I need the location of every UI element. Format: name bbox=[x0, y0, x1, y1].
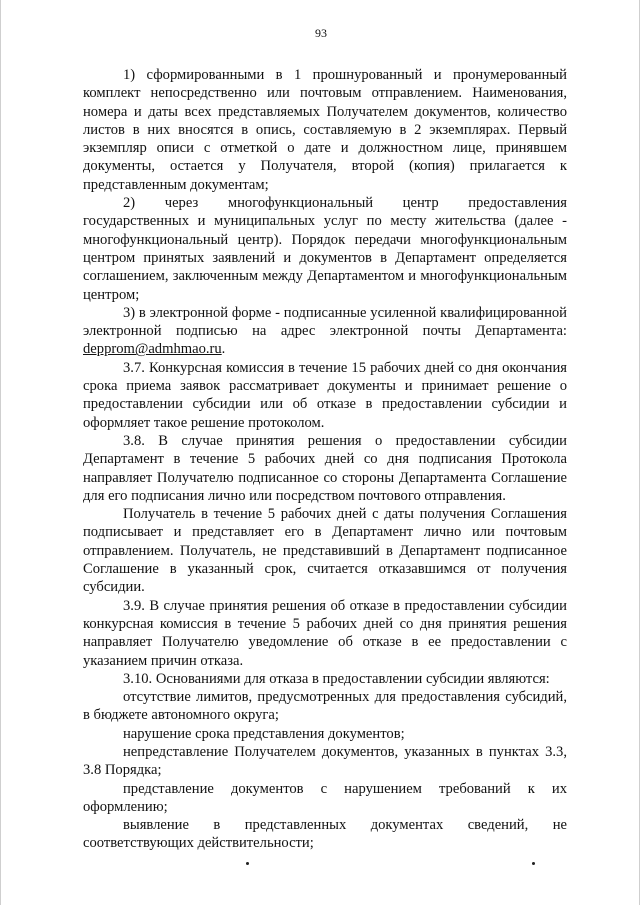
page-number: 93 bbox=[315, 26, 327, 40]
paragraph-recipient-signing: Получатель в течение 5 рабочих дней с даты получения Соглашения подписывает и представляет его в Департамент лично или почтовым отправлением. Получатель, не представивший в Департамент подписанное Соглашение в указанный срок, считается отказавшимся от получения субсидии. bbox=[83, 506, 567, 596]
refusal-reason-false-information: выявление в представленных документах сведений, не соответствующих действительности; bbox=[83, 817, 567, 852]
paragraph-item-2: 2) через многофункциональный центр предоставления государственных и муниципальных услуг по месту жительства (далее - многофункциональный центр). Порядок передачи многофункциональным центром принятых заявлений и документов в Департамент определяется соглашением, заключенным между Департаментом и многофункциональным центром; bbox=[83, 195, 567, 303]
paragraph-3-7: 3.7. Конкурсная комиссия в течение 15 рабочих дней со дня окончания срока приема заявок рассматривает документы и принимает решение о предоставлении субсидии или об отказе в предоставлении субсидии и оформляет такое решение протоколом. bbox=[83, 359, 567, 431]
refusal-reason-deadline: нарушение срока представления документов; bbox=[123, 725, 405, 742]
paragraph-item-3-text: 3) в электронной форме - подписанные усиленной квалифицированной электронной подписью на адрес электронной почты Департамента: bbox=[83, 304, 567, 340]
refusal-reason-limits: отсутствие лимитов, предусмотренных для предоставления субсидий, в бюджете автономного округа; bbox=[83, 689, 567, 724]
paragraph-3-8: 3.8. В случае принятия решения о предоставлении субсидии Департамент в течение 5 рабочих дней со дня подписания Протокола направляет Получателю подписанное со стороны Департамента Соглашение для его подписания лично или посредством почтового отправления. bbox=[83, 432, 567, 504]
scan-speck bbox=[532, 862, 535, 865]
paragraph-3-10: 3.10. Основаниями для отказа в предоставлении субсидии являются: bbox=[123, 670, 550, 687]
paragraph-item-3-end: . bbox=[221, 341, 226, 358]
paragraph-item-3 bbox=[83, 304, 567, 359]
refusal-reason-formatting: представление документов с нарушением требований к их оформлению; bbox=[83, 780, 567, 815]
email-link[interactable]: depprom@admhmao.ru bbox=[83, 341, 222, 358]
document-body bbox=[83, 66, 567, 853]
paragraph-3-9: 3.9. В случае принятия решения об отказе в предоставлении субсидии конкурсная комиссия в течение 5 рабочих дней со дня принятия решения направляет Получателю уведомление об отказе в ее предоставлении с указанием причин отказа. bbox=[83, 597, 567, 669]
paragraph-item-1: 1) сформированными в 1 прошнурованный и пронумерованный комплект непосредственно или почтовым отправлением. Наименования, номера и даты всех представляемых Получателем документов, количество листов в них вносятся в опись, составляемую в 2 экземплярах. Первый экземпляр описи с отметкой о дате и должностном лице, принявшем документы, остается у Получателя, второй (копия) прилагается к представленным документам; bbox=[83, 67, 567, 193]
scan-speck bbox=[246, 862, 249, 865]
refusal-reason-missing-documents: непредставление Получателем документов, указанных в пунктах 3.3, 3.8 Порядка; bbox=[83, 743, 567, 779]
